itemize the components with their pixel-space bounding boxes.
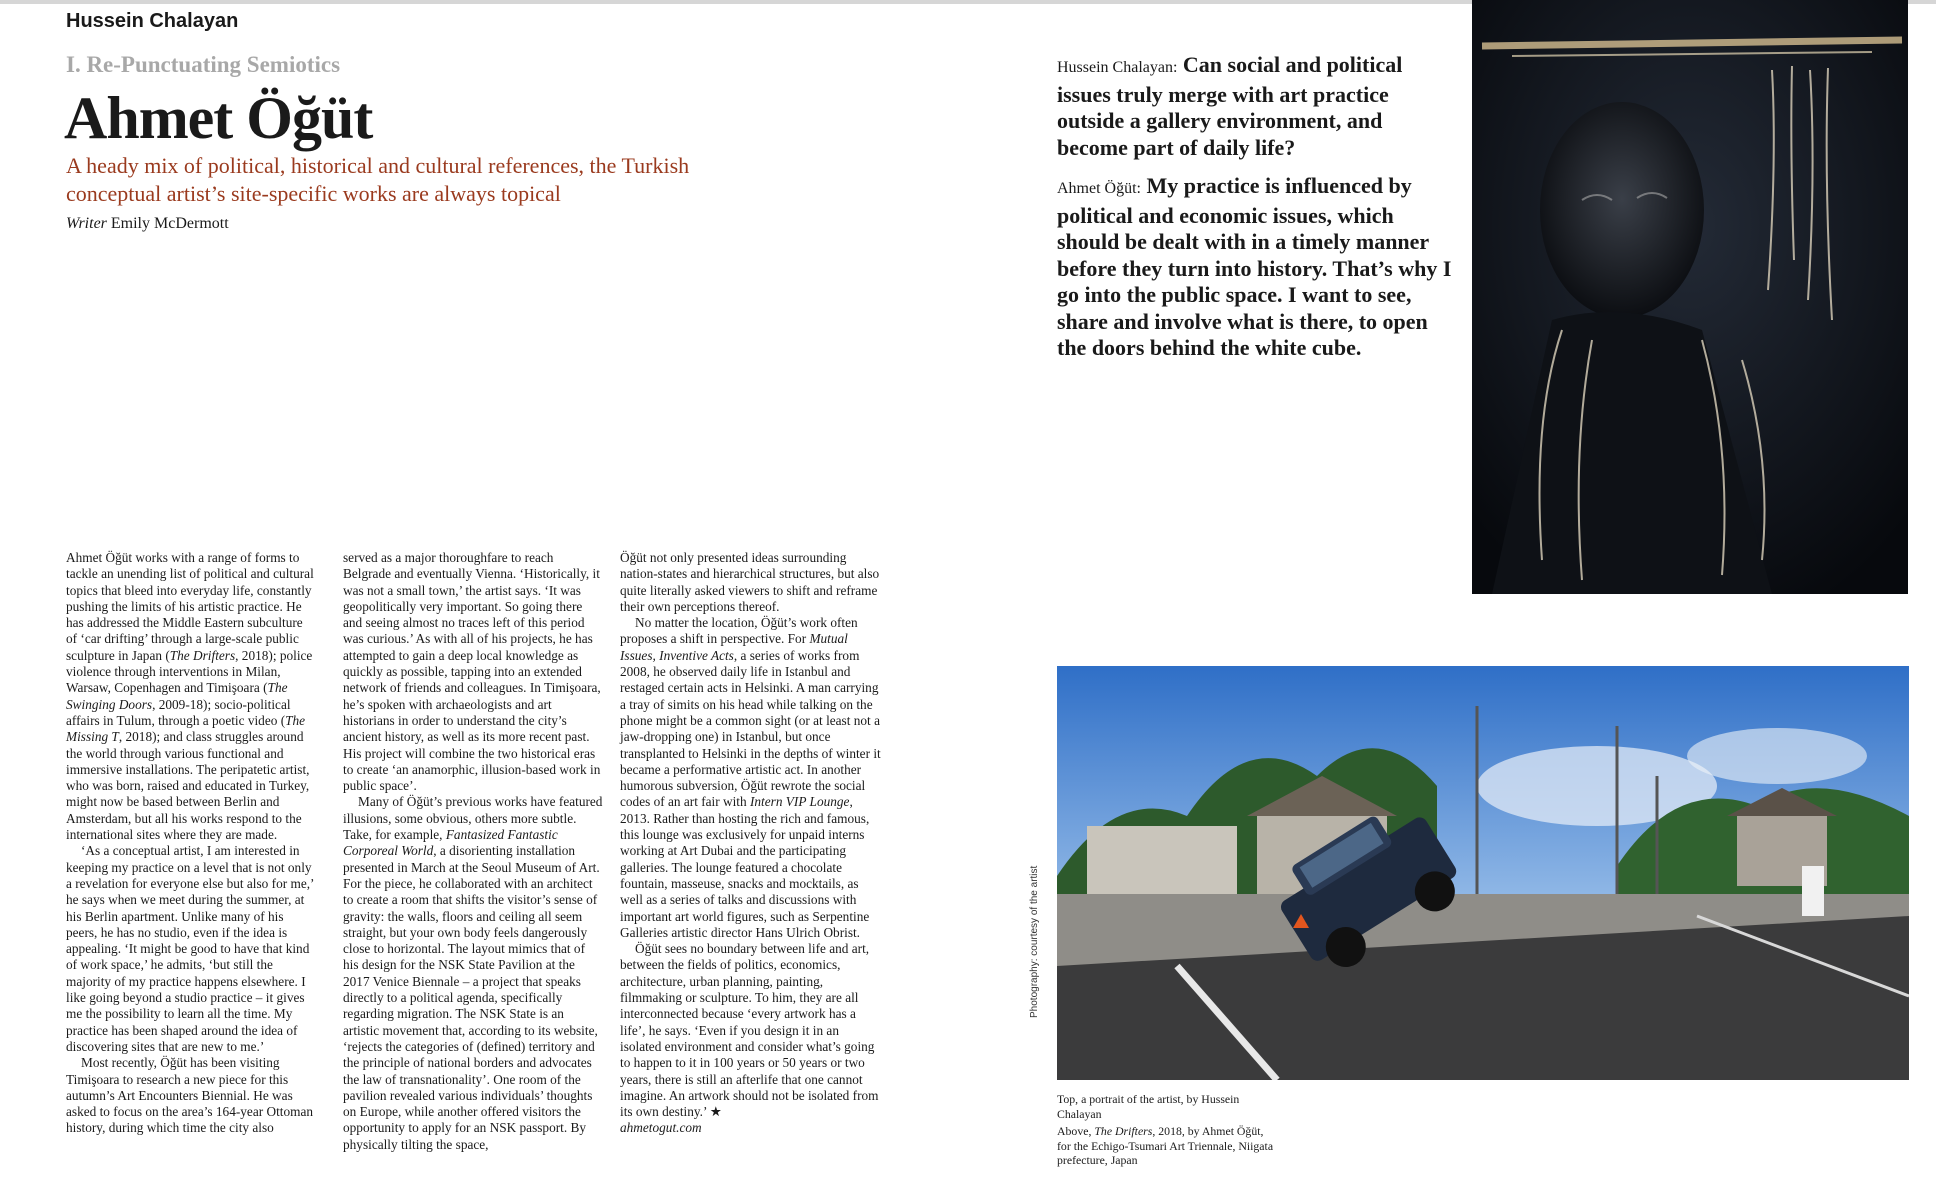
paragraph <box>620 615 882 941</box>
paragraph <box>343 794 603 1153</box>
text-run: , 2013. Rather than hosting the rich and famous, this lounge was exclusively for unpaid interns working at Art Dubai and the participating galleries. The lounge featured a chocolate fountain, masseuse, snacks and mocktails, as well as a series of talks and discussions with important art world figures, such as Serpentine Galleries artistic director Hans Ulrich Obrist. <box>620 794 870 940</box>
byline-name: Emily McDermott <box>110 215 229 232</box>
text-run: , 2018); police violence through interventions in Milan, Warsaw, Copenhagen and Timişoara ( <box>66 647 313 696</box>
qa-speaker: Ahmet Öğüt: <box>1057 180 1141 197</box>
text-run: , 2009-18); socio-political affairs in Tulum, through a poetic video ( <box>66 696 291 728</box>
paragraph <box>620 550 882 615</box>
italic-text: The Missing T <box>66 712 306 745</box>
body-column-3 <box>620 550 882 1137</box>
italic-text: ahmetogut.com <box>620 1120 702 1136</box>
series-label: I. Re-Punctuating Semiotics <box>66 52 341 77</box>
qa-text: Can social and political issues truly merge with art practice outside a gallery environment, and become part of daily life? <box>1057 52 1403 160</box>
paragraph <box>620 941 882 1120</box>
artist-portrait-image <box>1472 0 1908 594</box>
byline <box>66 215 229 233</box>
italic-text: The Drifters <box>1094 1124 1153 1139</box>
qa-question <box>1057 52 1457 161</box>
text-run: ‘As a conceptual artist, I am interested in keeping my practice on a level that is not only a revelation for everyone else but also for me,’ he says when we meet during the summer, at his Berlin apartment. Unlike many of his peers, he has no studio, even if the idea is appealing. ‘It might be good to have that kind of work space,’ he admits, ‘but still the majority of my practice happens elsewhere. I like going beyond a studio practice – it gives me the possibility to learn all the time. My practice has been shaped around the idea of discovering sites that are new to me.’ <box>66 843 314 1054</box>
text-run: , a series of works from 2008, he observed daily life in Istanbul and restaged certain acts in Helsinki. A man carrying a tray of simits on his head while talking on the phone might be a common sight (or at least not a jaw-dropping one) in Istanbul, but once transplanted to Helsinki in the depths of winter it became a performative artistic act. In another humorous subversion, Öğüt rewrote the social codes of an art fair with <box>620 647 881 810</box>
text-run: Top, a portrait of the artist, by Hussein Chalayan <box>1057 1092 1240 1121</box>
text-run: Above, <box>1057 1124 1095 1139</box>
the-drifters-photo <box>1057 666 1909 1080</box>
text-run: Öğüt not only presented ideas surrounding nation-states and hierarchical structures, but also quite literally asked viewers to shift and reframe their own perceptions thereof. <box>620 550 880 614</box>
image-captions <box>1057 1092 1277 1171</box>
qa-answer <box>1057 173 1457 362</box>
italic-text: Mutual Issues, Inventive Acts <box>620 631 848 663</box>
paragraph <box>66 843 316 1055</box>
photo-credit: Photography: courtesy of the artist <box>1029 865 1040 1018</box>
italic-text: Intern VIP Lounge <box>749 794 850 810</box>
qa-panel <box>1057 52 1457 374</box>
paragraph <box>66 550 316 843</box>
text-run: Many of Öğüt’s previous works have featured illusions, some obvious, others more subtle. Take, for example, <box>343 794 603 843</box>
paragraph <box>343 550 603 794</box>
paragraph <box>66 1055 316 1136</box>
standfirst: A heady mix of political, historical and cultural references, the Turkish conceptual artist’s site-specific works are always topical <box>66 153 690 206</box>
section-label: Hussein Chalayan <box>66 10 239 32</box>
text-run: No matter the location, Öğüt’s work often proposes a shift in perspective. For <box>620 615 858 647</box>
italic-text: The Drifters <box>169 647 236 663</box>
qa-speaker: Hussein Chalayan: <box>1057 59 1178 76</box>
qa-text: My practice is influenced by political and economic issues, which should be dealt with in a timely manner before they turn into history. That’s why I go into the public space. I want to see, share and involve what is there, to open the doors behind the white cube. <box>1057 173 1452 360</box>
text-run: , a disorienting installation presented in March at the Seoul Museum of Art. For the piece, he collaborated with an architect to create a room that shifts the visitor’s sense of gravity: the walls, floors and ceiling all seem straight, but your own body feels dangerously close to horizontal. The layout mimics that of his design for the NSK State Pavilion at the 2017 Venice Biennale – a project that speaks directly to a political agenda, specifically regarding migration. The NSK State is an artistic movement that, according to its website, ‘rejects the categories of (defined) territory and the principle of national borders and advocates the law of transnationality’. One room of the pavilion revealed various individuals’ thoughts on Europe, while another offered visitors the opportunity to apply for an NSK passport. By physically tilting the space, <box>343 843 600 1152</box>
body-column-1 <box>66 550 316 1137</box>
byline-role: Writer <box>66 215 107 232</box>
paragraph <box>1057 1092 1277 1121</box>
body-column-2 <box>343 550 603 1153</box>
text-run: Most recently, Öğüt has been visiting Timişoara to research a new piece for this autumn’s Art Encounters Biennial. He was asked to focus on the area’s 164-year Ottoman history, during which time the city also <box>66 1055 314 1136</box>
text-run: , 2018, by Ahmet Öğüt, for the Echigo-Tsumari Art Triennale, Niigata prefecture, Japan <box>1057 1124 1274 1168</box>
text-run: served as a major thoroughfare to reach Belgrade and eventually Vienna. ‘Historically, it was not a small town,’ the artist says. ‘It was geopolitically very important. So going there and seeing almost no traces left of this period was curious.’ As with all of his projects, he has attempted to gain a deep local knowledge as quickly as possible, tapping into an extended network of friends and colleagues. In Timişoara, he’s spoken with archaeologists and art historians in order to understand the city’s ancient history, as well as its more recent past. His project will combine the two historical eras to create ‘an anamorphic, illusion-based work in public space’. <box>343 550 601 794</box>
text-run: Öğüt sees no boundary between life and art, between the fields of politics, economics, architecture, urban planning, painting, filmmaking or sculpture. To him, they are all interconnected because ‘every artwork has a life’, he says. ‘Even if you design it in an isolated environment and consider what’s going to happen to it in 100 years or 50 years or two years, there is still an afterlife that one cannot imagine. An artwork should not be isolated from its own destiny.’ ★ <box>620 941 879 1120</box>
text-run: , 2018); and class struggles around the world through various functional and immersive installations. The peripatetic artist, who was born, raised and educated in Turkey, might now be based between Berlin and Amsterdam, but all his works respond to the international sites where they are made. <box>66 729 310 843</box>
paragraph <box>620 1120 882 1136</box>
italic-text: The Swinging Doors <box>66 680 288 712</box>
headline: Ahmet Öğüt <box>64 85 373 151</box>
text-run: Ahmet Öğüt works with a range of forms to tackle an unending list of political and cultural topics that bleed into everyday life, constantly pushing the limits of his artistic practice. He has addressed the Middle Eastern subculture of ‘car drifting’ through a large-scale public sculpture in Japan ( <box>66 550 314 663</box>
paragraph <box>1057 1124 1277 1168</box>
italic-text: Fantasized Fantastic Corporeal World <box>343 827 558 859</box>
